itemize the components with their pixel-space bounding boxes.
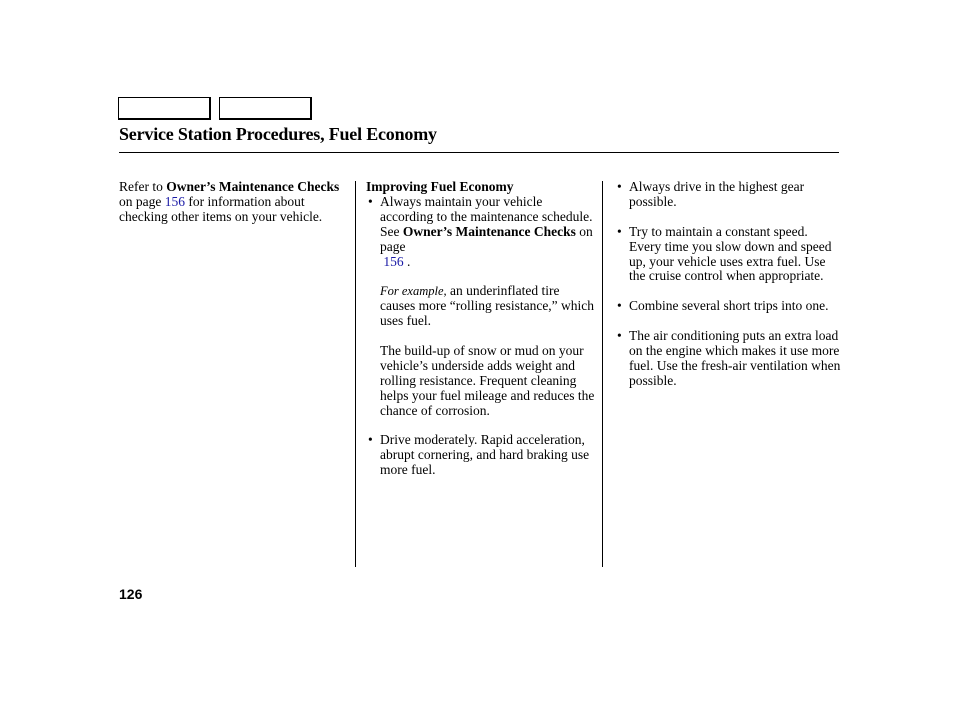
column-divider-2 (602, 181, 603, 567)
bullet1-page-link[interactable]: 156 (383, 253, 404, 269)
example-paragraph (366, 284, 596, 329)
bullet1-mid: on page (380, 223, 593, 254)
example-rest: an underinflated tire causes more “rolling resistance,” which uses fuel. (380, 283, 595, 329)
bullet1-suffix: . (403, 253, 411, 269)
page-number: 126 (119, 586, 143, 602)
bullet-combine-trips: • Combine several short trips into one. (615, 299, 841, 314)
bullet-maintain-vehicle (366, 195, 596, 270)
snow-mud-paragraph: The build-up of snow or mud on your vehicle’s underside adds weight and rolling resistance. Frequent cleaning helps your fuel mileage and reduces the chance of corrosion. (380, 342, 595, 418)
bullet-highest-gear: • Always drive in the highest gear possible. (615, 180, 841, 210)
column-refer (119, 180, 347, 225)
nav-button-main-menu[interactable] (118, 97, 211, 120)
bullet-air-conditioning: • The air conditioning puts an extra load on the engine which makes it use more fuel. Use the fresh-air ventilation when possible. (615, 329, 841, 389)
section-heading: Improving Fuel Economy (366, 179, 514, 194)
refer-mid: on page (119, 193, 165, 209)
refer-page-link[interactable]: 156 (164, 193, 185, 209)
nav-button-section-index[interactable] (219, 97, 312, 120)
bullet1-bold-title: Owner’s Maintenance Checks (402, 223, 576, 239)
example-italic: For example, (380, 284, 447, 299)
column-tips (615, 180, 841, 389)
refer-prefix: Refer to (119, 179, 167, 194)
refer-suffix: for information about checking other items on your vehicle. (119, 193, 323, 224)
bullet-drive-moderately: • Drive moderately. Rapid acceleration, abrupt cornering, and hard braking use more fuel. (366, 433, 596, 478)
bullet-constant-speed: • Try to maintain a constant speed. Every time you slow down and speed up, your vehicle uses extra fuel. Use the cruise control when appropriate. (615, 225, 841, 285)
refer-paragraph (119, 180, 347, 225)
refer-bold-title: Owner’s Maintenance Checks (166, 179, 340, 194)
column-improving-fuel-economy (366, 180, 596, 478)
page-title: Service Station Procedures, Fuel Economy (119, 124, 437, 144)
bullet1-prefix: Always maintain your vehicle according to the maintenance schedule. See (380, 193, 593, 239)
title-divider (119, 152, 839, 153)
column-divider-1 (355, 181, 356, 567)
